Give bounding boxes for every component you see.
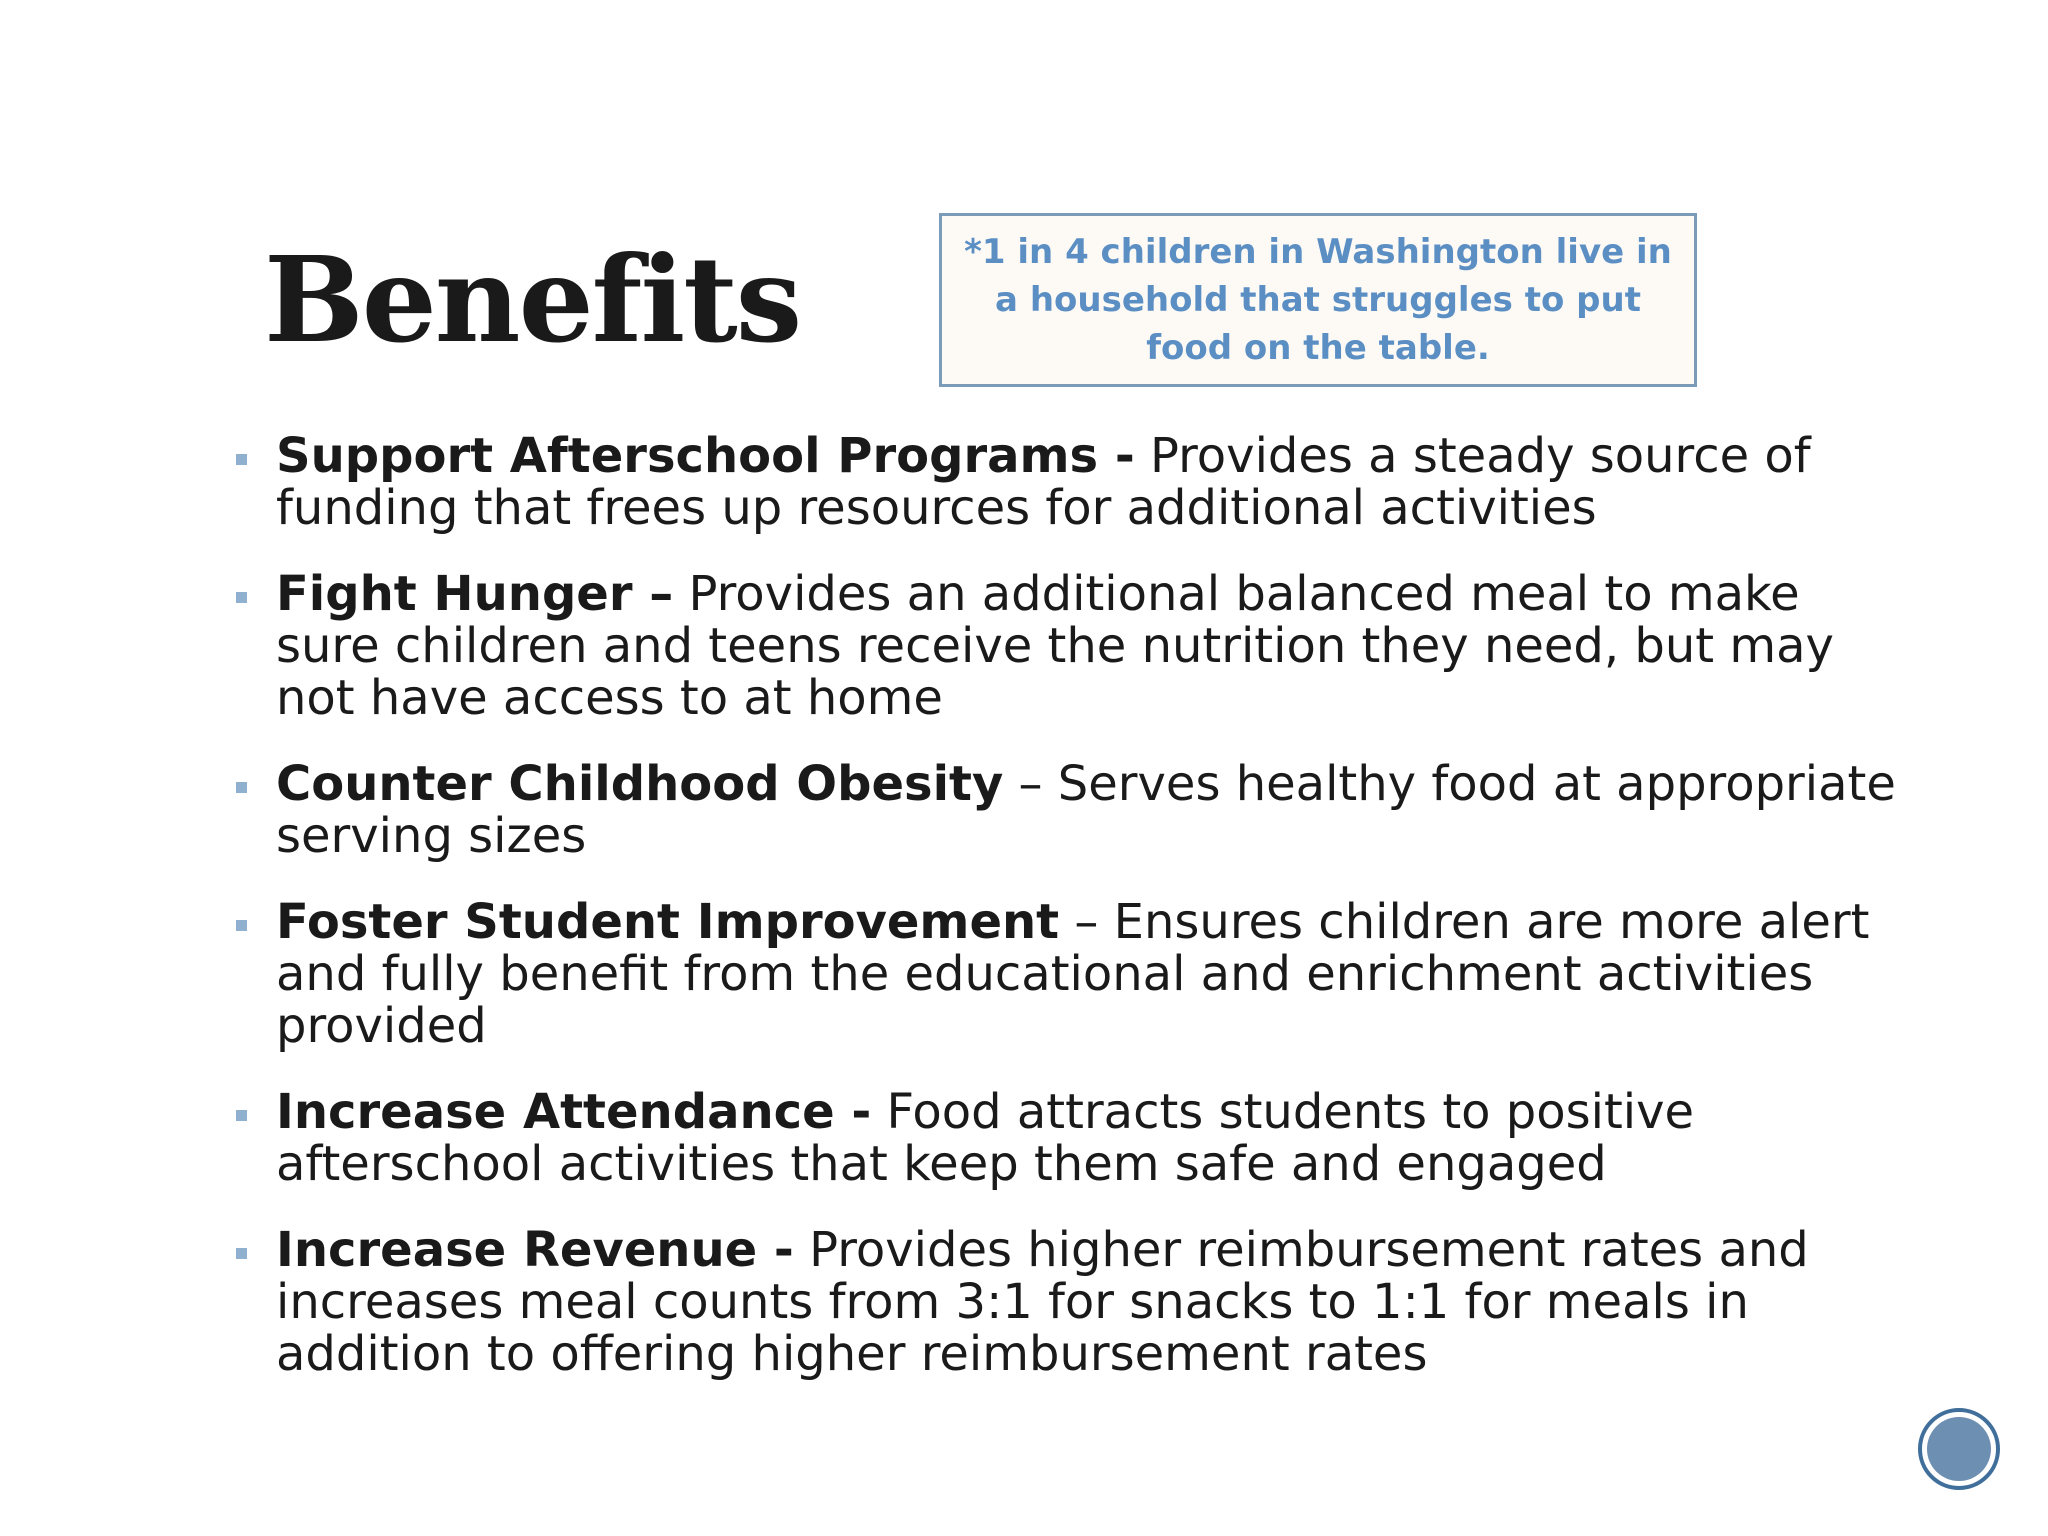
list-item [236, 568, 1916, 724]
slide-title: Benefits [264, 230, 801, 369]
bullet-heading: Foster Student Improvement [276, 894, 1060, 950]
list-item [236, 758, 1916, 862]
square-bullet-icon [236, 454, 247, 465]
list-item [236, 896, 1916, 1052]
square-bullet-icon [236, 920, 247, 931]
bullet-heading: Fight Hunger – [276, 566, 674, 622]
square-bullet-icon [236, 782, 247, 793]
list-item [236, 1086, 1916, 1190]
bullet-text: Food attracts students to positive afterschool activities that keep them safe and engaged [276, 1084, 1695, 1192]
square-bullet-icon [236, 592, 247, 603]
circle-nav-icon [1927, 1417, 1991, 1481]
benefits-list [236, 430, 1916, 1414]
bullet-text: Provides a steady source of funding that frees up resources for additional activities [276, 428, 1811, 536]
square-bullet-icon [236, 1110, 247, 1121]
callout-text: *1 in 4 children in Washington live in a household that struggles to put food on the table. [964, 232, 1672, 368]
bullet-text: Provides higher reimbursement rates and increases meal counts from 3:1 for snacks to 1:1 for meals in addition to offering higher reimbursement rates [276, 1222, 1809, 1382]
square-bullet-icon [236, 1248, 247, 1259]
callout-box [939, 213, 1697, 387]
bullet-heading: Increase Revenue - [276, 1222, 794, 1278]
list-item [236, 430, 1916, 534]
bullet-text: – Ensures children are more alert and fully benefit from the educational and enrichment activities provided [276, 894, 1870, 1054]
bullet-heading: Increase Attendance - [276, 1084, 872, 1140]
bullet-text: Provides an additional balanced meal to make sure children and teens receive the nutrition they need, but may not have access to at home [276, 566, 1834, 726]
bullet-heading: Support Afterschool Programs - [276, 428, 1135, 484]
slide-nav-button[interactable] [1918, 1408, 2000, 1490]
bullet-heading: Counter Childhood Obesity [276, 756, 1004, 812]
bullet-text: – Serves healthy food at appropriate serving sizes [276, 756, 1896, 864]
list-item [236, 1224, 1916, 1380]
